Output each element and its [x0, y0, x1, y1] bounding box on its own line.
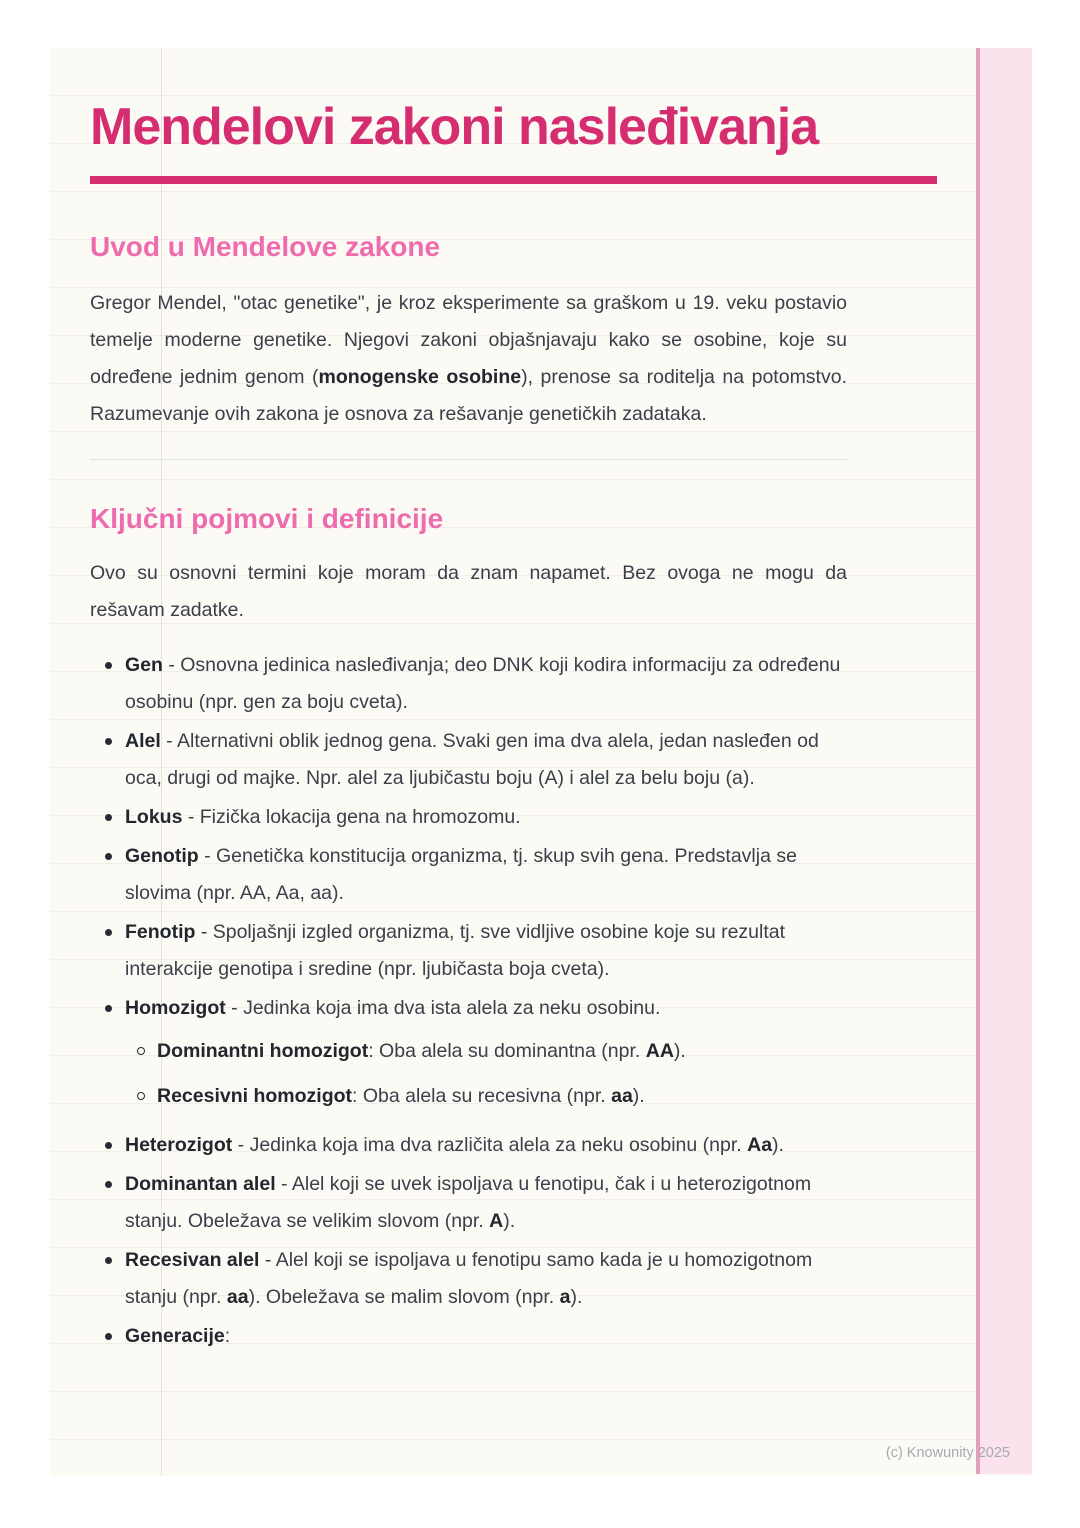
key-terms-list [90, 647, 940, 1355]
term-item-generacije [90, 1318, 940, 1355]
homozigot-sublist [125, 1033, 855, 1115]
term-text: Genotip - Genetička konstitucija organizma, tj. skup svih gena. Predstavlja se slovima (npr. AA, Aa, aa). [125, 844, 797, 904]
bullet-icon [105, 738, 112, 745]
title-underline-rule [90, 176, 937, 184]
term-item-heterozigot [90, 1127, 940, 1164]
term-item-homozigot [90, 990, 940, 1125]
intro-paragraph: Gregor Mendel, "otac genetike", je kroz eksperimente sa graškom u 19. veku postavio temelje moderne genetike. Njegovi zakoni objašnjavaju kako se osobine, koje su određene jednim genom (monogenske osobine), prenose sa roditelja na potomstvo. Razumevanje ovih zakona je osnova za rešavanje genetičkih zadataka. [90, 291, 847, 425]
term-item-alel [90, 723, 940, 797]
circle-bullet-icon [137, 1092, 145, 1100]
subterm-item-dominantni-homozigot [125, 1033, 855, 1070]
document-content [90, 98, 940, 1357]
circle-bullet-icon [137, 1047, 145, 1055]
bullet-icon [105, 1333, 112, 1340]
term-item-recesivan-alel [90, 1242, 940, 1316]
term-text: Dominantan alel - Alel koji se uvek ispoljava u fenotipu, čak i u heterozigotnom stanju. Obeležava se velikim slovom (npr. A). [125, 1172, 812, 1232]
term-text: Lokus - Fizička lokacija gena na hromozomu. [125, 805, 521, 828]
term-text: Generacije: [125, 1324, 231, 1347]
subterm-text: Recesivni homozigot: Oba alela su recesivna (npr. aa). [157, 1084, 645, 1107]
key-terms-lead-paragraph: Ovo su osnovni termini koje moram da znam napamet. Bez ovoga ne mogu da rešavam zadatke. [90, 561, 847, 621]
term-text: Alel - Alternativni oblik jednog gena. Svaki gen ima dva alela, jedan nasleđen od oca, drugi od majke. Npr. alel za ljubičastu boju (A) i alel za belu boju (a). [125, 729, 819, 789]
bullet-icon [105, 662, 112, 669]
term-item-fenotip [90, 914, 940, 988]
copyright-watermark: (c) Knowunity 2025 [885, 1445, 1010, 1461]
term-item-dominantan-alel [90, 1166, 940, 1240]
bullet-icon [105, 929, 112, 936]
subterm-item-recesivni-homozigot [125, 1078, 855, 1115]
section-divider [90, 459, 847, 460]
term-text: Recesivan alel - Alel koji se ispoljava u fenotipu samo kada je u homozigotnom stanju (npr. aa). Obeležava se malim slovom (npr. a). [125, 1248, 813, 1308]
term-body [125, 990, 855, 1125]
bullet-icon [105, 1005, 112, 1012]
bullet-icon [105, 814, 112, 821]
page-title: Mendelovi zakoni nasleđivanja [90, 98, 819, 156]
term-text: Homozigot - Jedinka koja ima dva ista alela za neku osobinu. [125, 996, 661, 1019]
section-heading-intro: Uvod u Mendelove zakone [90, 230, 441, 262]
right-accent-band [976, 48, 1032, 1474]
section-heading-key-terms: Ključni pojmovi i definicije [90, 502, 444, 534]
note-page-card [50, 48, 1032, 1476]
term-text: Fenotip - Spoljašnji izgled organizma, tj. sve vidljive osobine koje su rezultat interakcije genotipa i sredine (npr. ljubičasta boja cveta). [125, 920, 786, 980]
bullet-icon [105, 1181, 112, 1188]
term-item-genotip [90, 838, 940, 912]
bullet-icon [105, 1142, 112, 1149]
term-item-gen [90, 647, 940, 721]
term-item-lokus [90, 799, 940, 836]
subterm-text: Dominantni homozigot: Oba alela su dominantna (npr. AA). [157, 1039, 686, 1062]
term-text: Gen - Osnovna jedinica nasleđivanja; deo DNK koji kodira informaciju za određenu osobinu (npr. gen za boju cveta). [125, 653, 841, 713]
term-text: Heterozigot - Jedinka koja ima dva različita alela za neku osobinu (npr. Aa). [125, 1133, 784, 1156]
bullet-icon [105, 1257, 112, 1264]
bullet-icon [105, 853, 112, 860]
